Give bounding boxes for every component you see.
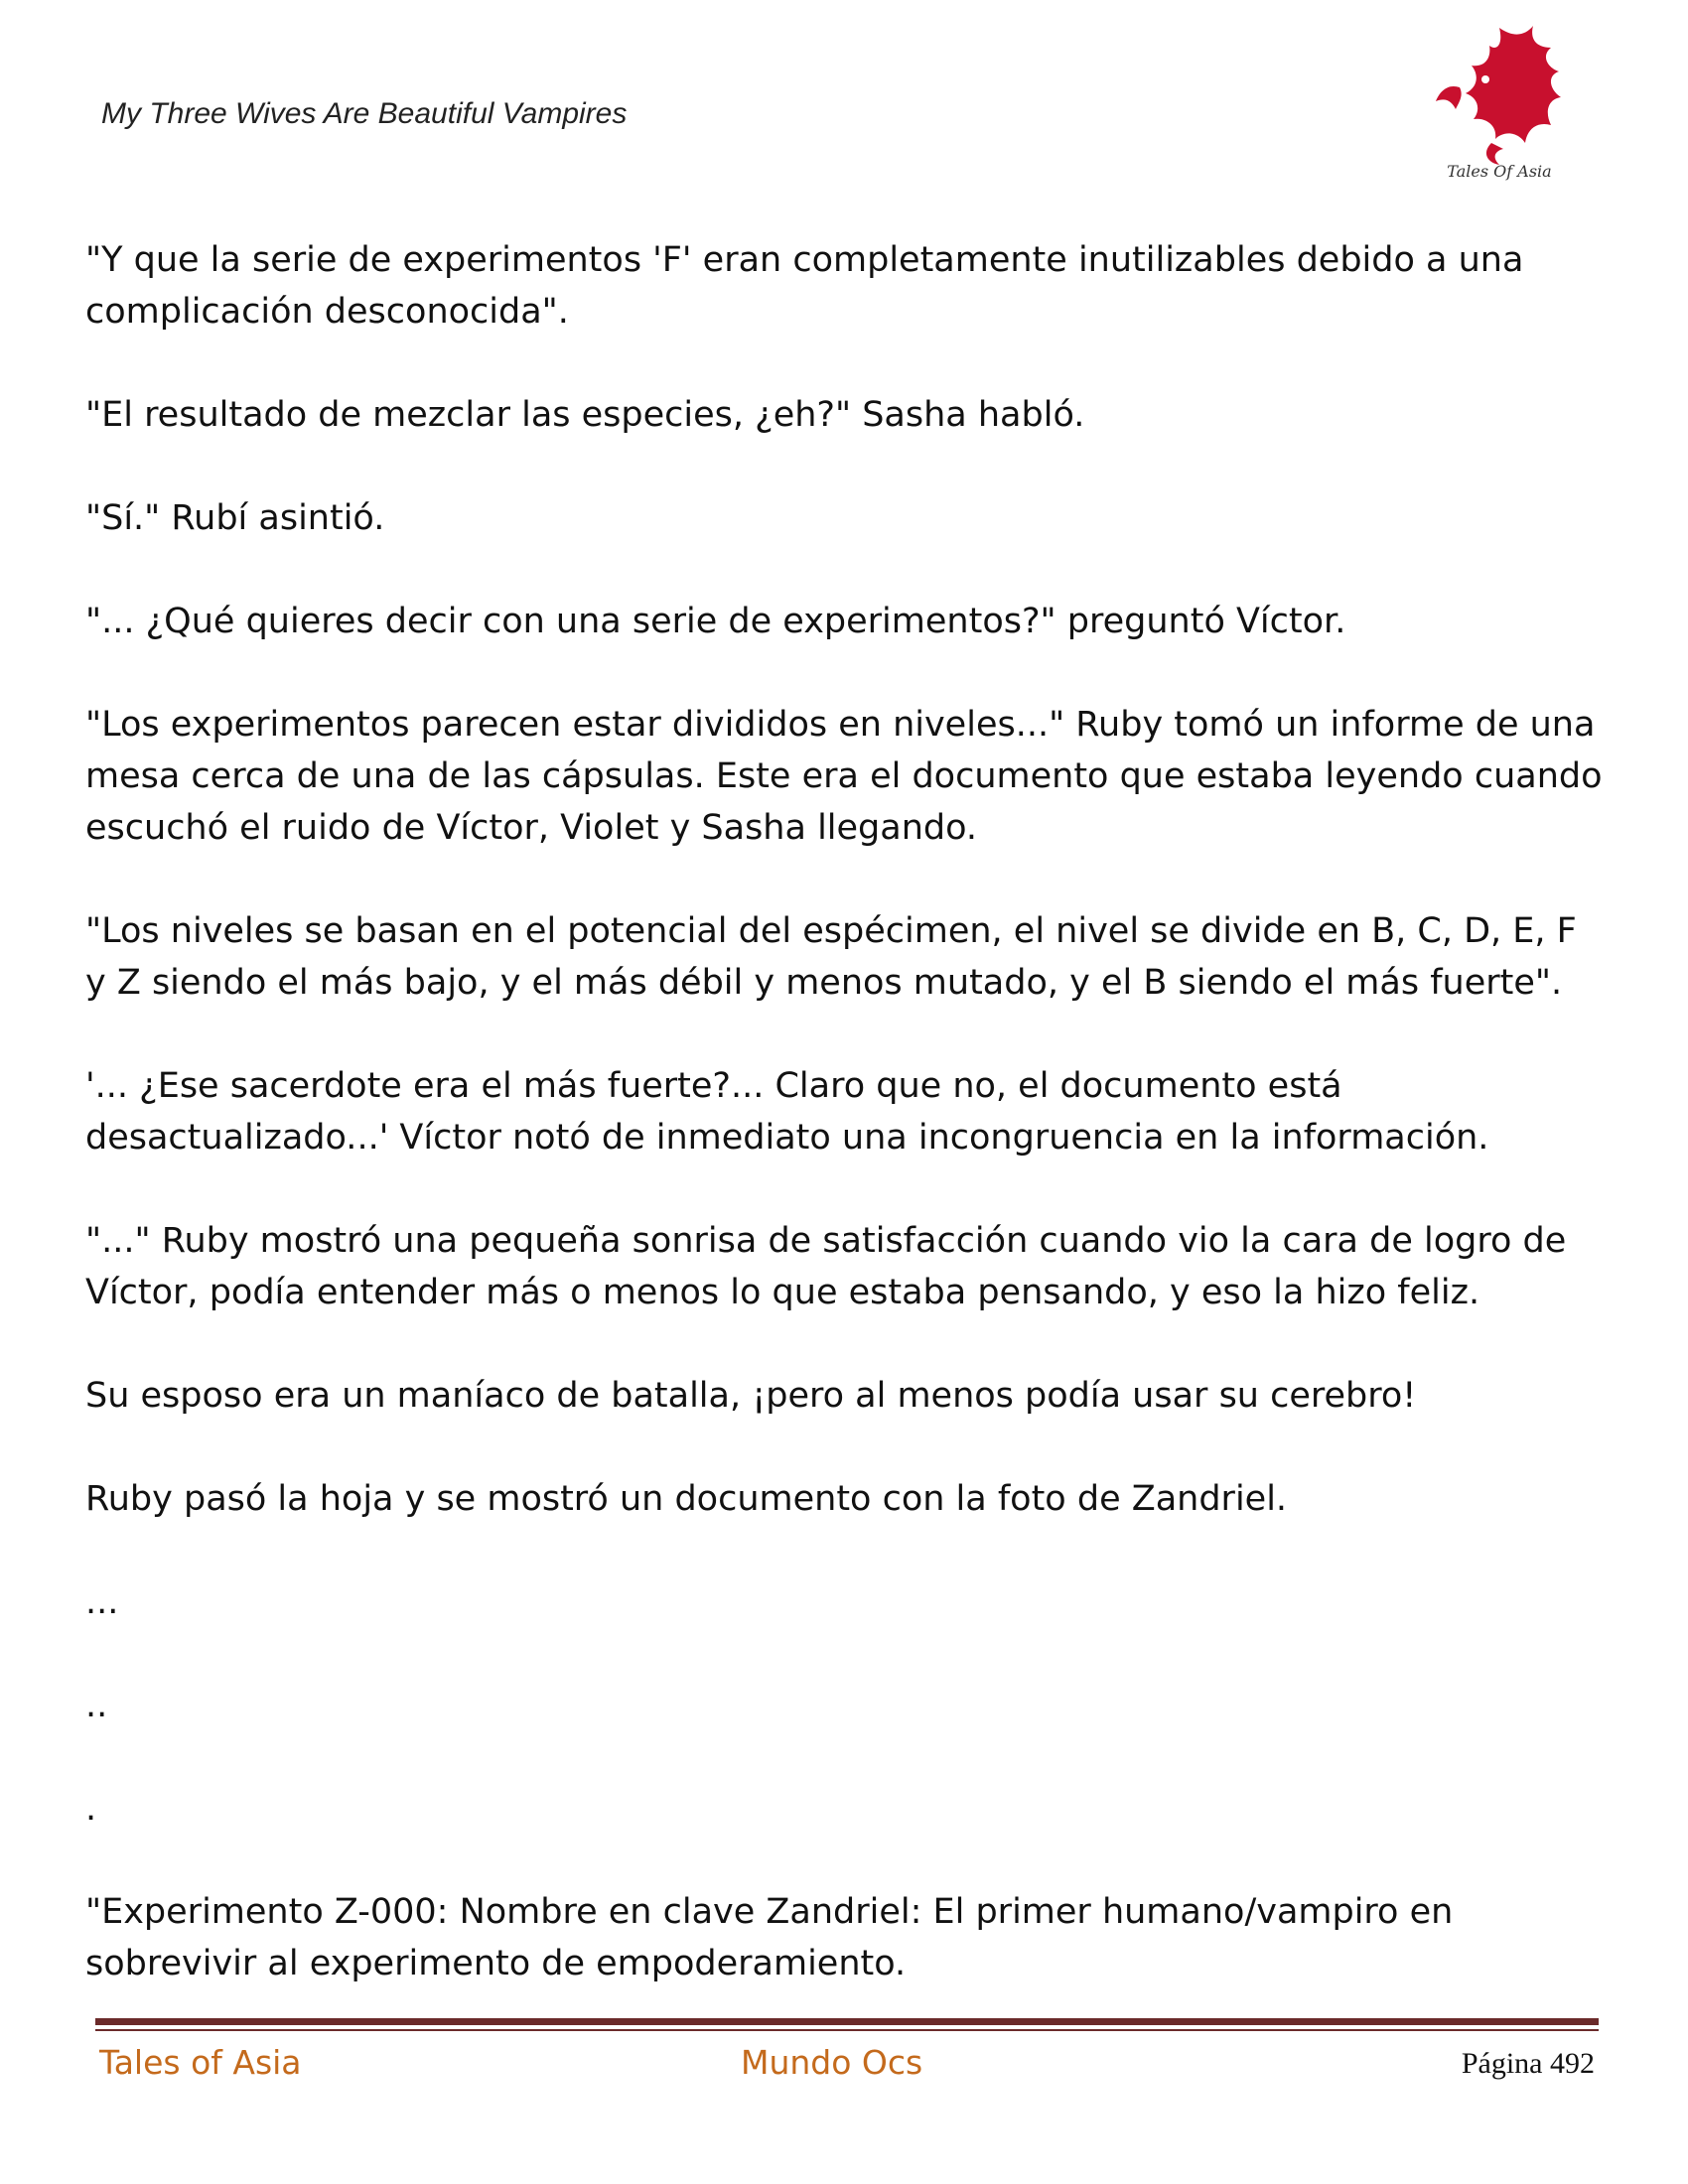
paragraph: "Los niveles se basan en el potencial del espécimen, el nivel se divide en B, C, D, E, F y Z siendo el más bajo, y el más débil y menos mutado, y el B siendo el más fuerte". <box>85 911 1577 1003</box>
document-header-title: My Three Wives Are Beautiful Vampires <box>101 97 628 130</box>
body-text <box>85 234 1605 2041</box>
paragraph: '... ¿Ese sacerdote era el más fuerte?... Claro que no, el documento está desactualizado...' Víctor notó de inmediato una incongruencia en la información. <box>85 1066 1489 1158</box>
footer-site-name: Tales of Asia <box>99 2043 302 2082</box>
ellipsis-line: .. <box>85 1686 108 1725</box>
paragraph: Ruby pasó la hoja y se mostró un documento con la foto de Zandriel. <box>85 1479 1288 1519</box>
ellipsis-line: ... <box>85 1582 119 1622</box>
paragraph: "El resultado de mezclar las especies, ¿eh?" Sasha habló. <box>85 395 1085 435</box>
paragraph: "Sí." Rubí asintió. <box>85 498 385 538</box>
paragraph: "Y que la serie de experimentos 'F' eran completamente inutilizables debido a una complicación desconocida". <box>85 240 1524 332</box>
logo-text: Tales Of Asia <box>1447 162 1552 181</box>
footer-rule-thin <box>95 2029 1599 2031</box>
paragraph: "Experimento Z-000: Nombre en clave Zandriel: El primer humano/vampiro en sobrevivir al experimento de empoderamiento. <box>85 1892 1454 1983</box>
footer-rule <box>95 2018 1599 2025</box>
footer-section-name: Mundo Ocs <box>741 2043 923 2082</box>
dragon-logo <box>1430 18 1569 182</box>
paragraph: "..." Ruby mostró una pequeña sonrisa de satisfacción cuando vio la cara de logro de Víctor, podía entender más o menos lo que estaba pensando, y eso la hizo feliz. <box>85 1221 1567 1312</box>
paragraph: "Los experimentos parecen estar divididos en niveles..." Ruby tomó un informe de una mesa cerca de una de las cápsulas. Este era el documento que estaba leyendo cuando escuchó el ruido de Víctor, Violet y Sasha llegando. <box>85 705 1603 848</box>
paragraph: "... ¿Qué quieres decir con una serie de experimentos?" preguntó Víctor. <box>85 602 1346 641</box>
ellipsis-line: . <box>85 1789 97 1829</box>
page-number: Página 492 <box>1461 2047 1595 2080</box>
paragraph: Su esposo era un maníaco de batalla, ¡pero al menos podía usar su cerebro! <box>85 1376 1417 1416</box>
